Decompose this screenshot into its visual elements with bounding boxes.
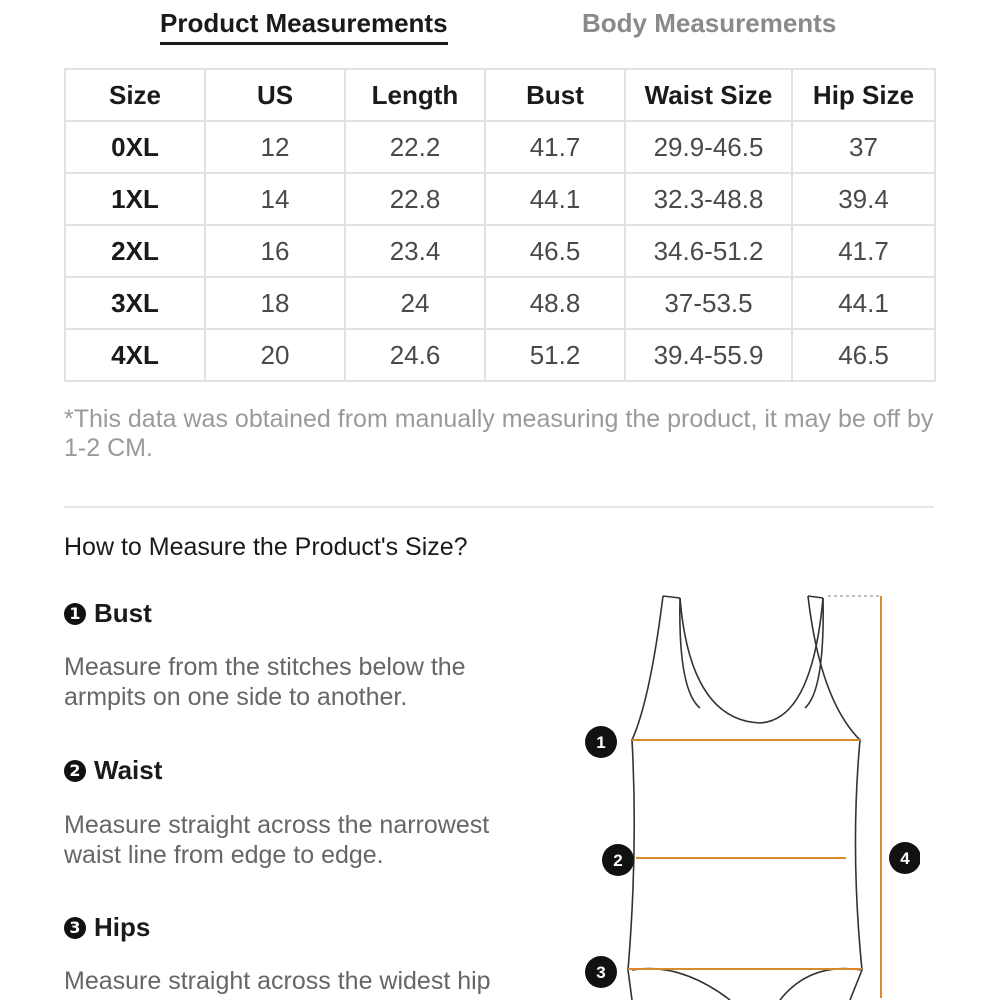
column-header-hip-size: Hip Size — [792, 69, 935, 121]
table-cell: 18 — [205, 277, 345, 329]
table-cell: 39.4 — [792, 173, 935, 225]
waist-title: Waist — [94, 755, 163, 785]
bust-description: Measure from the stitches below the armpits on one side to another. — [64, 653, 466, 711]
table-cell: 51.2 — [485, 329, 625, 381]
table-cell: 44.1 — [485, 173, 625, 225]
table-cell: 4XL — [65, 329, 205, 381]
table-row — [65, 329, 935, 381]
table-cell: 22.2 — [345, 121, 485, 173]
table-cell: 2XL — [65, 225, 205, 277]
circled-three-icon: 3 — [64, 917, 86, 939]
size-chart-table — [64, 68, 936, 382]
table-cell: 16 — [205, 225, 345, 277]
table-row — [65, 225, 935, 277]
table-cell: 46.5 — [792, 329, 935, 381]
waist-heading — [64, 755, 162, 786]
marker-4 — [889, 842, 920, 874]
tab-product-measurements[interactable]: Product Measurements — [160, 8, 448, 45]
column-header-us: US — [205, 69, 345, 121]
table-cell: 32.3-48.8 — [625, 173, 792, 225]
table-row — [65, 121, 935, 173]
svg-text:2: 2 — [613, 851, 623, 870]
column-header-waist-size: Waist Size — [625, 69, 792, 121]
table-cell: 3XL — [65, 277, 205, 329]
table-cell: 1XL — [65, 173, 205, 225]
measurement-disclaimer: *This data was obtained from manually measuring the product, it may be off by 1-2 CM. — [64, 405, 934, 462]
svg-text:3: 3 — [596, 963, 606, 982]
table-cell: 14 — [205, 173, 345, 225]
table-cell: 23.4 — [345, 225, 485, 277]
table-cell: 22.8 — [345, 173, 485, 225]
table-row — [65, 173, 935, 225]
circled-one-icon: 1 — [64, 603, 86, 625]
table-cell: 34.6-51.2 — [625, 225, 792, 277]
table-cell: 44.1 — [792, 277, 935, 329]
bust-heading — [64, 598, 152, 629]
tab-body-measurements[interactable]: Body Measurements — [582, 8, 837, 38]
table-cell: 24 — [345, 277, 485, 329]
waist-description: Measure straight across the narrowest waist line from edge to edge. — [64, 811, 490, 869]
column-header-size: Size — [65, 69, 205, 121]
hips-description: Measure straight across the widest hip — [64, 967, 491, 995]
marker-2 — [602, 844, 634, 876]
marker-1 — [585, 726, 617, 758]
measurement-tabs — [0, 0, 1000, 60]
svg-text:1: 1 — [596, 733, 606, 752]
table-cell: 48.8 — [485, 277, 625, 329]
table-cell: 24.6 — [345, 329, 485, 381]
svg-text:4: 4 — [900, 849, 910, 868]
hips-heading — [64, 912, 150, 943]
table-cell: 39.4-55.9 — [625, 329, 792, 381]
circled-two-icon: 2 — [64, 760, 86, 782]
table-cell: 0XL — [65, 121, 205, 173]
table-cell: 20 — [205, 329, 345, 381]
table-cell: 46.5 — [485, 225, 625, 277]
table-cell: 41.7 — [792, 225, 935, 277]
table-cell: 41.7 — [485, 121, 625, 173]
table-row — [65, 277, 935, 329]
table-cell: 29.9-46.5 — [625, 121, 792, 173]
table-header-row — [65, 69, 935, 121]
column-header-length: Length — [345, 69, 485, 121]
bust-title: Bust — [94, 598, 152, 628]
garment-measurement-diagram — [580, 590, 920, 1000]
column-header-bust: Bust — [485, 69, 625, 121]
hips-title: Hips — [94, 912, 151, 942]
table-cell: 37-53.5 — [625, 277, 792, 329]
section-divider — [64, 506, 934, 508]
marker-3 — [585, 956, 617, 988]
table-cell: 37 — [792, 121, 935, 173]
garment-outline — [628, 596, 862, 1000]
how-to-measure-title: How to Measure the Product's Size? — [64, 533, 468, 561]
table-cell: 12 — [205, 121, 345, 173]
